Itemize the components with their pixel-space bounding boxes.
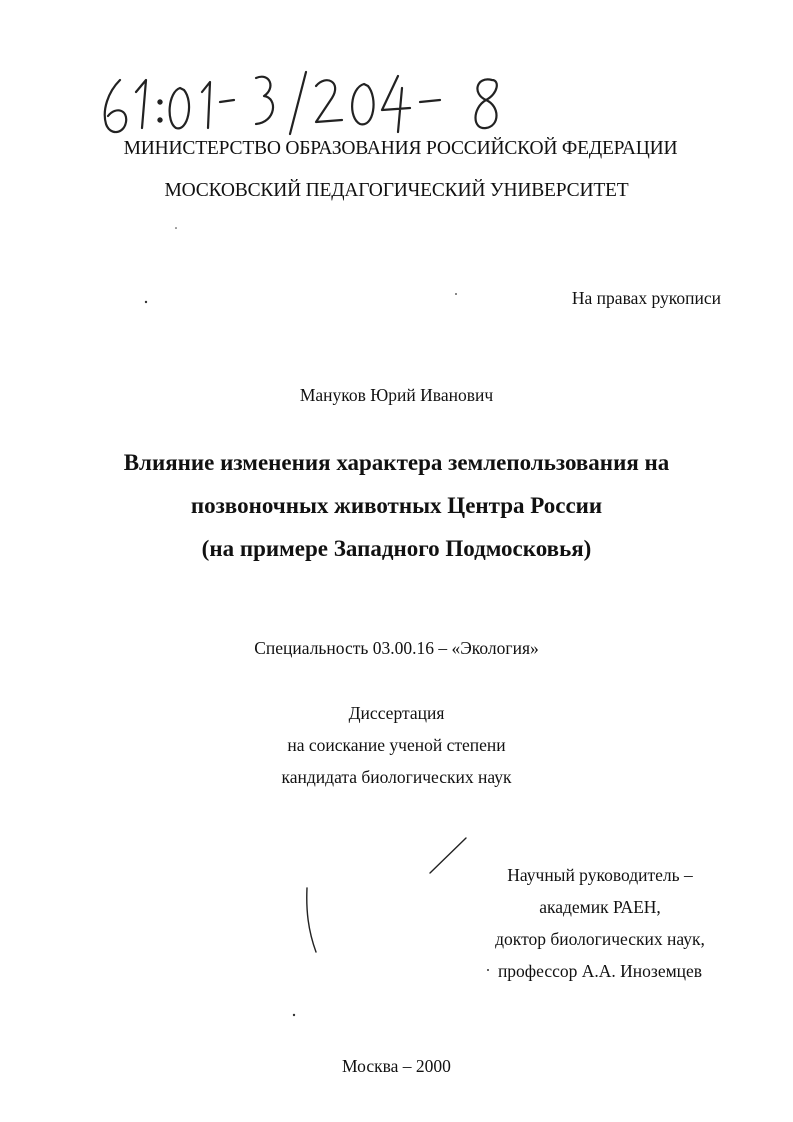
dissertation-line: кандидата биологических наук — [281, 767, 512, 787]
city-year: Москва – 2000 — [342, 1056, 451, 1076]
ministry-heading: МИНИСТЕРСТВО ОБРАЗОВАНИЯ РОССИЙСКОЙ ФЕДЕРАЦИИ — [123, 138, 678, 159]
supervisor-line: профессор А.А. Иноземцев — [497, 961, 703, 981]
manuscript-rights-note: На правах рукописи — [571, 288, 721, 308]
specialty-line: Специальность 03.00.16 – «Экология» — [254, 638, 539, 658]
author-name: Мануков Юрий Иванович — [299, 385, 494, 405]
thesis-title-line: (на примере Западного Подмосковья) — [201, 536, 592, 561]
dissertation-line: Диссертация — [348, 703, 445, 723]
thesis-title-line: Влияние изменения характера землепользования на — [123, 450, 670, 475]
dissertation-line: на соискание ученой степени — [287, 735, 506, 755]
supervisor-line: академик РАЕН, — [539, 897, 661, 917]
handwritten-archive-code — [80, 62, 560, 142]
supervisor-line: Научный руководитель – — [507, 865, 693, 885]
supervisor-line: доктор биологических наук, — [495, 929, 705, 949]
university-heading: МОСКОВСКИЙ ПЕДАГОГИЧЕСКИЙ УНИВЕРСИТЕТ — [164, 180, 629, 201]
thesis-title-line: позвоночных животных Центра России — [190, 493, 603, 518]
